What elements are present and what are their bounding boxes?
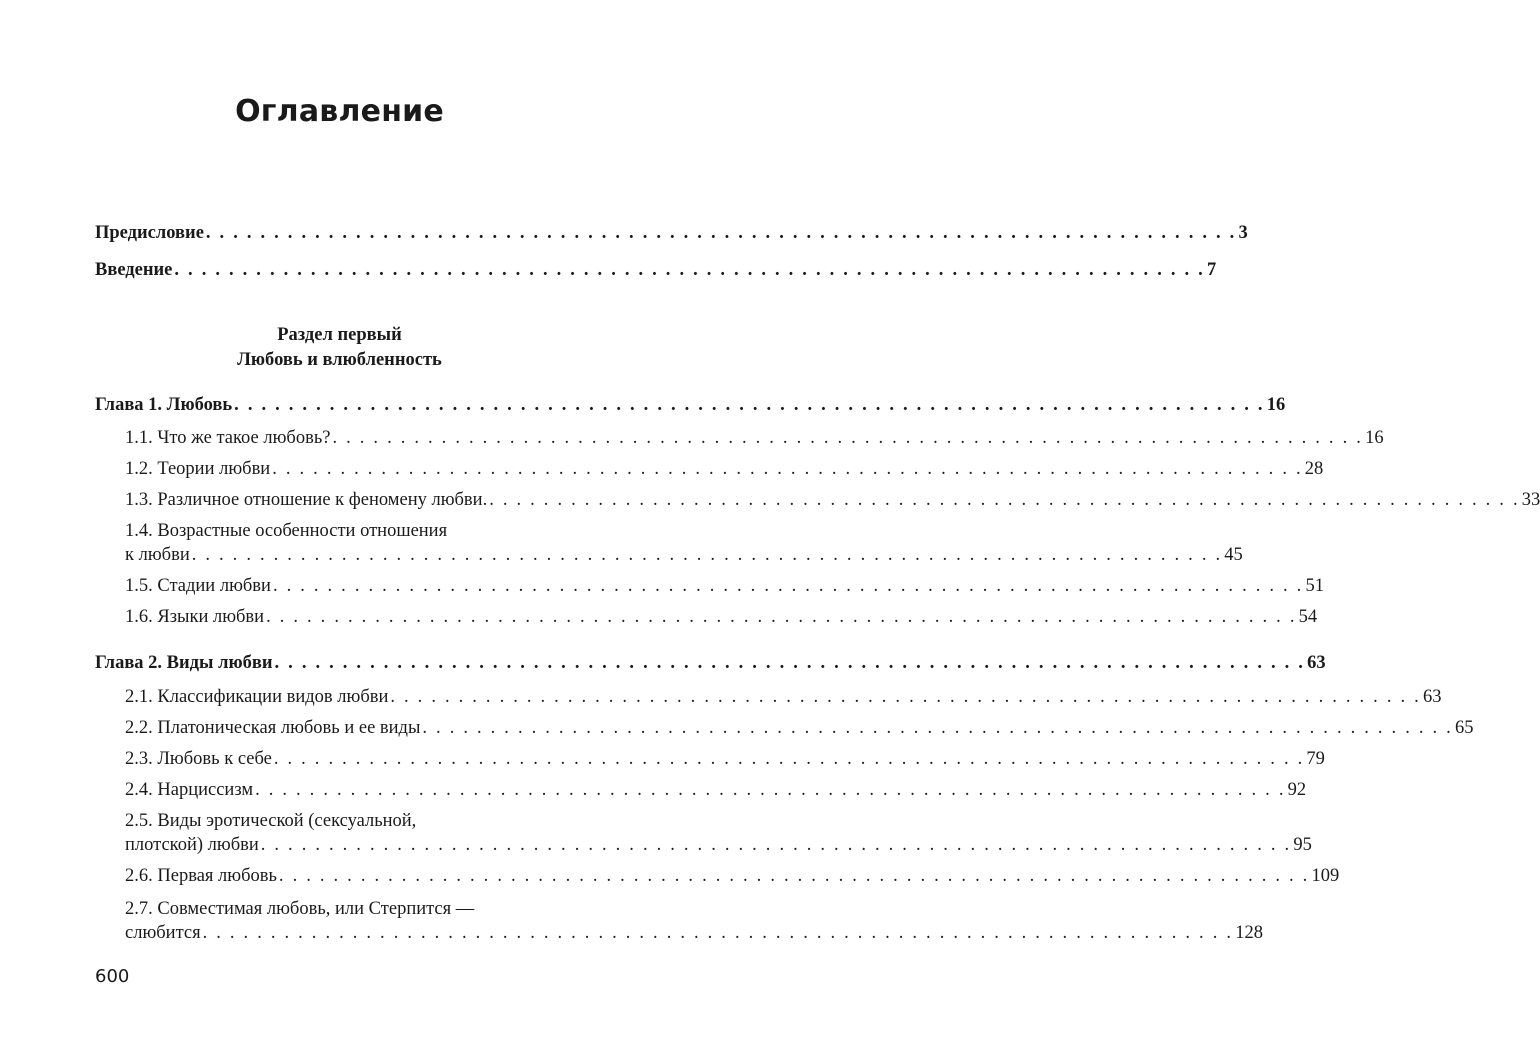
toc-page-number: 128 — [1235, 923, 1263, 943]
toc-entry-label: 2.1. Классификации видов любви — [125, 687, 389, 707]
dot-leader: . . . . . . . . . . . . . . . . . . . . . . . . . . . . . . . . . . . . . . . . . . . . . . . . . . . . . . . . . . . . . . . . . . . . . . . . . . . . — [332, 428, 1364, 448]
toc-entry-1-6[interactable] — [125, 606, 1318, 628]
toc-page-number: 33 — [1521, 490, 1540, 510]
dot-leader: . . . . . . . . . . . . . . . . . . . . . . . . . . . . . . . . . . . . . . . . . . . . . . . . . . . . . . . . . . . . . . . . . . . . . . . . . . . . — [266, 607, 1297, 627]
toc-page-number: 109 — [1311, 866, 1340, 886]
toc-page-number: 65 — [1454, 718, 1474, 738]
toc-entry-2-5-line-1[interactable]: 2.5. Виды эротической (сексуальной, — [125, 811, 417, 831]
dot-leader: . . . . . . . . . . . . . . . . . . . . . . . . . . . . . . . . . . . . . . . . . . . . . . . . . . . . . . . . . . . . . . . . . . . . . . . . . . . . — [390, 687, 1421, 707]
toc-entry-label: Введение — [95, 260, 173, 280]
toc-entry-label: 2.6. Первая любовь — [125, 866, 277, 886]
toc-page-number: 16 — [1365, 428, 1384, 448]
toc-entry-1-2[interactable] — [125, 458, 1324, 480]
toc-entry-label: слюбится — [125, 923, 201, 943]
toc-page-number: 45 — [1224, 545, 1243, 565]
toc-entry-label: 1.1. Что же такое любовь? — [125, 428, 331, 448]
toc-entry-label: Глава 1. Любовь — [95, 395, 233, 415]
toc-entry-label: плотской) любви — [125, 835, 259, 855]
toc-entry-1-4[interactable] — [125, 544, 1243, 566]
toc-page-number: 7 — [1206, 260, 1217, 280]
toc-entry-2-3[interactable] — [125, 748, 1325, 770]
dot-leader: . . . . . . . . . . . . . . . . . . . . . . . . . . . . . . . . . . . . . . . . . . . . . . . . . . . . . . . . . . . . . . . . . . . . . . . . . . . . — [278, 866, 1310, 886]
toc-entry-label: Предисловие — [95, 223, 204, 243]
toc-entry-2-4[interactable] — [125, 779, 1307, 801]
toc-entry-label: 1.2. Теории любви — [125, 459, 271, 479]
toc-page-number: 28 — [1304, 459, 1324, 479]
toc-entry-label: 1.5. Стадии любви — [125, 576, 271, 596]
dot-leader: . . . . . . . . . . . . . . . . . . . . . . . . . . . . . . . . . . . . . . . . . . . . . . . . . . . . . . . . . . . . . . . . . . . . . . . . . . . . — [191, 545, 1223, 565]
toc-entry-chapter-2[interactable] — [95, 652, 1326, 674]
toc-entry-2-2[interactable] — [125, 717, 1474, 739]
dot-leader: . . . . . . . . . . . . . . . . . . . . . . . . . . . . . . . . . . . . . . . . . . . . . . . . . . . . . . . . . . . . . . . . . . . . . . . . . . . . — [255, 780, 1286, 800]
dot-leader: . . . . . . . . . . . . . . . . . . . . . . . . . . . . . . . . . . . . . . . . . . . . . . . . . . . . . . . . . . . . . . . . . . . . . . . . . . . . — [273, 749, 1305, 769]
dot-leader: . . . . . . . . . . . . . . . . . . . . . . . . . . . . . . . . . . . . . . . . . . . . . . . . . . . . . . . . . . . . . . . . . . . . . . . . . . . . — [260, 835, 1292, 855]
toc-entry-label: Глава 2. Виды любви — [95, 653, 273, 673]
dot-leader: . . . . . . . . . . . . . . . . . . . . . . . . . . . . . . . . . . . . . . . . . . . . . . . . . . . . . . . . . . . . . . . . . . . . . . . . . . . . — [272, 459, 1303, 479]
dot-leader: . . . . . . . . . . . . . . . . . . . . . . . . . . . . . . . . . . . . . . . . . . . . . . . . . . . . . . . . . . . . . . . . . . . . . . . . . . . . — [202, 923, 1234, 943]
toc-page-number: 54 — [1298, 607, 1318, 627]
toc-entry-1-5[interactable] — [125, 575, 1325, 597]
toc-page-number: 95 — [1293, 835, 1312, 855]
toc-page-number: 51 — [1305, 576, 1325, 596]
dot-leader: . . . . . . . . . . . . . . . . . . . . . . . . . . . . . . . . . . . . . . . . . . . . . . . . . . . . . . . . . . . . . . . . . . . . . . . . . . . . — [272, 576, 1304, 596]
section-heading-title: Любовь и влюбленность — [237, 350, 442, 370]
toc-entry-preface[interactable] — [95, 222, 1248, 244]
toc-entry-label: к любви — [125, 545, 190, 565]
toc-entry-label: 1.6. Языки любви — [125, 607, 265, 627]
toc-entry-1-4-line-1[interactable]: 1.4. Возрастные особенности отношения — [125, 521, 448, 541]
dot-leader: . . . . . . . . . . . . . . . . . . . . . . . . . . . . . . . . . . . . . . . . . . . . . . . . . . . . . . . . . . . . . . . . . . . . . . . . . . . . — [234, 395, 1265, 415]
toc-page-number: 3 — [1238, 223, 1248, 243]
toc-page-number: 16 — [1266, 395, 1286, 415]
section-heading-number: Раздел первый — [277, 325, 402, 345]
dot-leader: . . . . . . . . . . . . . . . . . . . . . . . . . . . . . . . . . . . . . . . . . . . . . . . . . . . . . . . . . . . . . . . . . . . . . . . . . . . . — [422, 718, 1453, 738]
toc-entry-2-5[interactable] — [125, 834, 1312, 856]
toc-page-number: 92 — [1287, 780, 1307, 800]
dot-leader: . . . . . . . . . . . . . . . . . . . . . . . . . . . . . . . . . . . . . . . . . . . . . . . . . . . . . . . . . . . . . . . . . . . . . . . . . . . . — [489, 490, 1520, 510]
toc-entry-1-1[interactable] — [125, 427, 1384, 449]
dot-leader: . . . . . . . . . . . . . . . . . . . . . . . . . . . . . . . . . . . . . . . . . . . . . . . . . . . . . . . . . . . . . . . . . . . . . . . . . . . . — [205, 223, 1237, 243]
dot-leader: . . . . . . . . . . . . . . . . . . . . . . . . . . . . . . . . . . . . . . . . . . . . . . . . . . . . . . . . . . . . . . . . . . . . . . . . . . . . — [174, 260, 1205, 280]
page-title: Оглавление — [235, 94, 444, 129]
toc-entry-label: 2.3. Любовь к себе — [125, 749, 272, 769]
page-number-folio: 600 — [95, 966, 130, 987]
toc-entry-2-1[interactable] — [125, 686, 1442, 708]
toc-entry-1-3[interactable] — [125, 489, 1540, 511]
toc-page-number: 79 — [1306, 749, 1325, 769]
toc-entry-introduction[interactable] — [95, 259, 1217, 281]
toc-entry-2-6[interactable] — [125, 865, 1340, 887]
toc-entry-2-7[interactable] — [125, 922, 1263, 944]
toc-entry-chapter-1[interactable] — [95, 394, 1286, 416]
toc-page-number: 63 — [1307, 653, 1326, 673]
toc-entry-2-7-line-1[interactable]: 2.7. Совместимая любовь, или Стерпится — — [125, 899, 475, 919]
toc-entry-label: 2.2. Платоническая любовь и ее виды — [125, 718, 421, 738]
dot-leader: . . . . . . . . . . . . . . . . . . . . . . . . . . . . . . . . . . . . . . . . . . . . . . . . . . . . . . . . . . . . . . . . . . . . . . . . . . . . — [274, 653, 1306, 673]
toc-entry-label: 1.3. Различное отношение к феномену любви. — [125, 490, 488, 510]
toc-entry-label: 2.4. Нарциссизм — [125, 780, 254, 800]
toc-page-number: 63 — [1422, 687, 1442, 707]
